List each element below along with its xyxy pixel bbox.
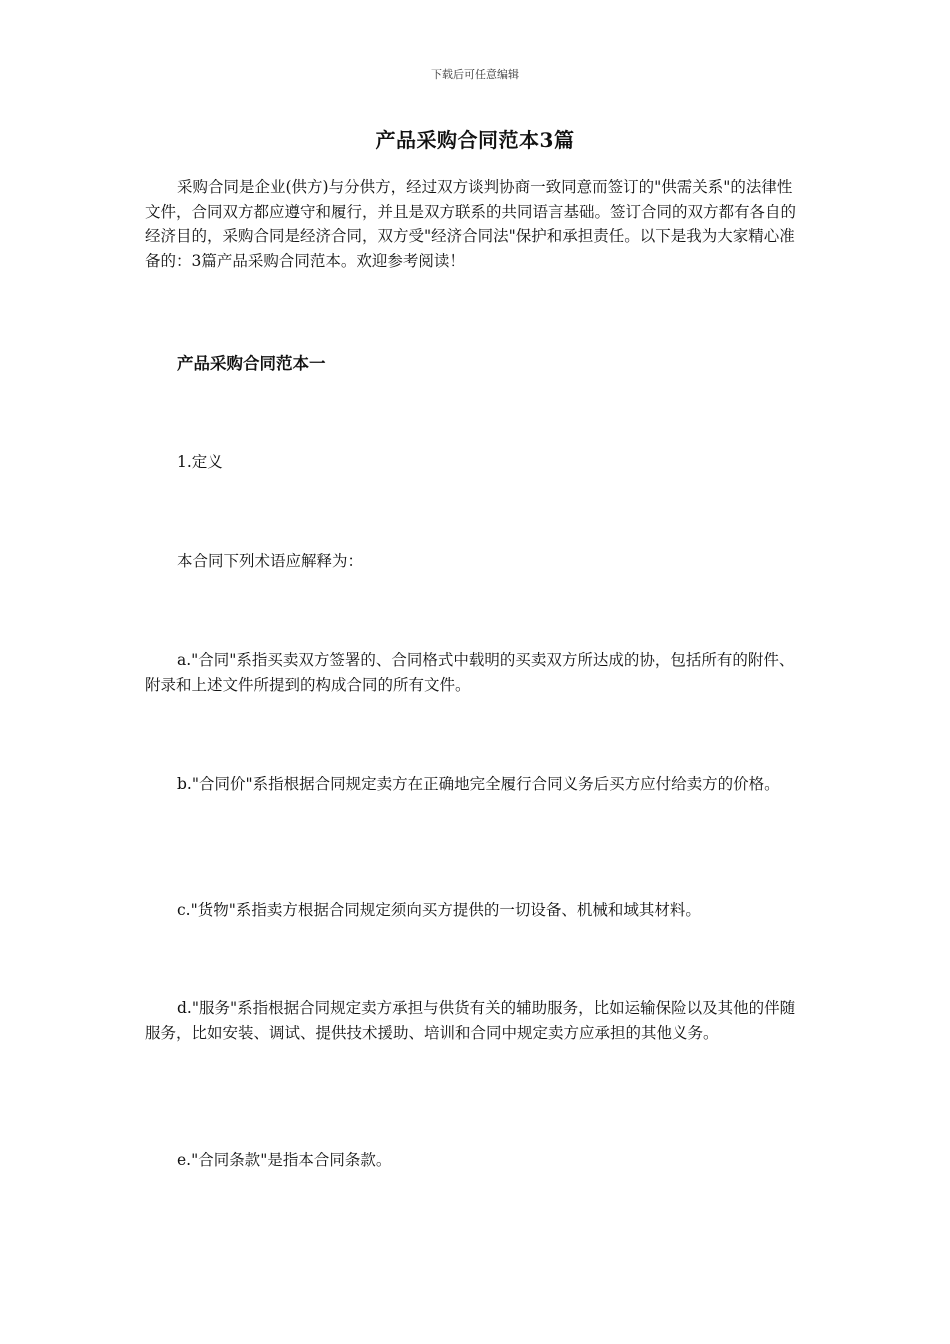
- document-title: 产品采购合同范本3篇: [375, 128, 575, 152]
- header-note: 下载后可任意编辑: [431, 68, 519, 81]
- intro-paragraph: 采购合同是企业(供方)与分供方，经过双方谈判协商一致同意而签订的"供需关系"的法律性文件，合同双方都应遵守和履行，并且是双方联系的共同语言基础。签订合同的双方都有各自的经济目的，采购合同是经济合同，双方受"经济合同法"保护和承担责任。以下是我为大家精心准备的：3篇产品采购合同范本。欢迎参考阅读！: [145, 178, 797, 270]
- definition-item-c: c."货物"系指卖方根据合同规定须向买方提供的一切设备、机械和域其材料。: [177, 901, 701, 919]
- definition-item-a: a."合同"系指买卖双方签署的、合同格式中载明的买卖双方所达成的协，包括所有的附件、附录和上述文件所提到的构成合同的所有文件。: [145, 651, 795, 694]
- definition-item-d: d."服务"系指根据合同规定卖方承担与供货有关的辅助服务，比如运输保险以及其他的伴随服务，比如安装、调试、提供技术援助、培训和合同中规定卖方应承担的其他义务。: [145, 999, 796, 1042]
- definition-item-b: b."合同价"系指根据合同规定卖方在正确地完全履行合同义务后买方应付给卖方的价格。: [177, 775, 780, 793]
- definition-heading: 1.定义: [177, 453, 223, 471]
- terms-intro-paragraph: 本合同下列术语应解释为：: [177, 552, 364, 570]
- section-heading: 产品采购合同范本一: [177, 354, 326, 373]
- definition-item-e: e."合同条款"是指本合同条款。: [177, 1151, 392, 1169]
